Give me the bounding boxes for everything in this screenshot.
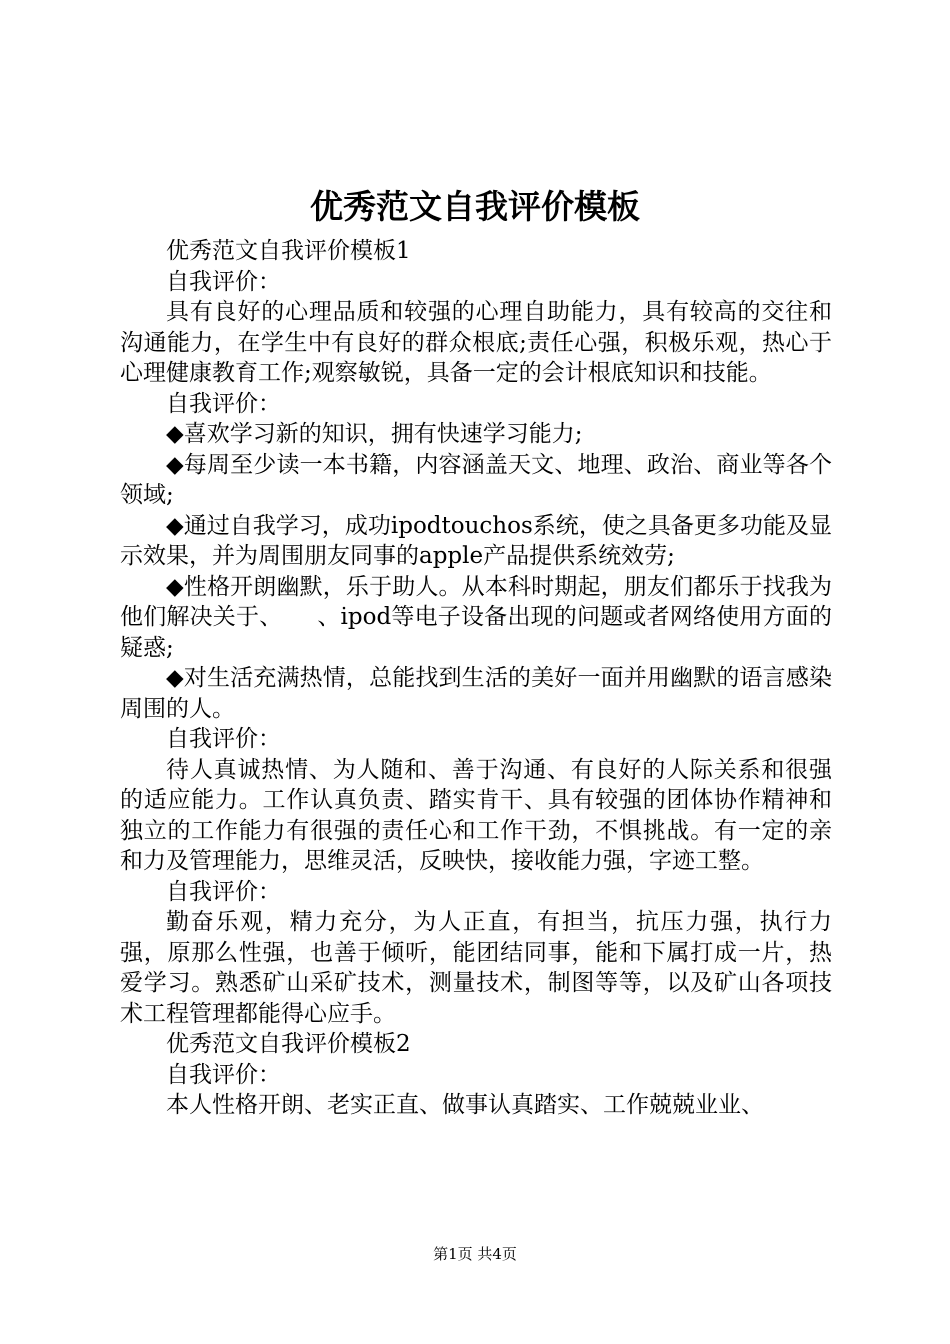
section-heading-2: 优秀范文自我评价模板2 [166,1031,411,1057]
document-body [120,236,832,1121]
bullet-item: ◆每周至少读一本书籍，内容涵盖天文、地理、政治、商业等各个领域; [120,451,832,508]
label-self-evaluation: 自我评价： [166,268,281,295]
bullet-item: ◆性格开朗幽默，乐于助人。从本科时期起，朋友们都乐于找我为他们解决关于、 、ipod等电子设备出现的问题或者网络使用方面的疑惑; [120,573,832,661]
page-footer: 第1页 共4页 [433,1245,517,1263]
label-self-evaluation: 自我评价： [166,1061,281,1088]
paragraph: 具有良好的心理品质和较强的心理自助能力，具有较高的交往和沟通能力，在学生中有良好的群众根底;责任心强，积极乐观，热心于心理健康教育工作;观察敏锐，具备一定的会计根底知识和技能。 [120,299,832,386]
bullet-item: ◆对生活充满热情，总能找到生活的美好一面并用幽默的语言感染周围的人。 [120,665,832,722]
label-self-evaluation: 自我评价： [166,878,281,905]
section-heading-1: 优秀范文自我评价模板1 [166,238,411,264]
page-title: 优秀范文自我评价模板 [310,187,640,226]
bullet-item: ◆通过自我学习，成功ipodtouchos系统，使之具备更多功能及显示效果，并为周围朋友同事的apple产品提供系统效劳; [120,512,832,569]
bullet-item: ◆喜欢学习新的知识，拥有快速学习能力; [166,421,583,447]
label-self-evaluation: 自我评价： [166,726,281,752]
paragraph: 待人真诚热情、为人随和、善于沟通、有良好的人际关系和很强的适应能力。工作认真负责、踏实肯干、具有较强的团体协作精神和独立的工作能力有很强的责任心和工作干劲，不惧挑战。有一定的亲和力及管理能力，思维灵活，反映快，接收能力强，字迹工整。 [120,756,832,874]
paragraph: 本人性格开朗、老实正直、做事认真踏实、工作兢兢业业、 [166,1092,764,1118]
label-self-evaluation: 自我评价： [166,390,281,417]
paragraph: 勤奋乐观，精力充分，为人正直，有担当，抗压力强，执行力强，原那么性强，也善于倾听，能团结同事，能和下属打成一片，热爱学习。熟悉矿山采矿技术，测量技术，制图等等，以及矿山各项技术工程管理都能得心应手。 [120,909,832,1027]
